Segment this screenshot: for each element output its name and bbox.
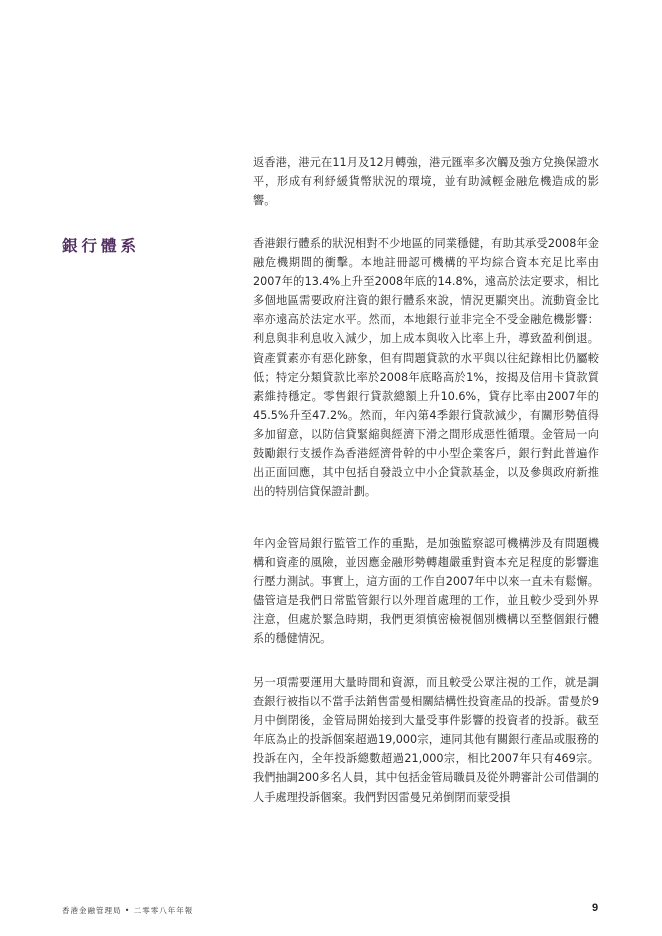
section-heading: 銀行體系 bbox=[62, 237, 141, 255]
page-number: 9 bbox=[592, 902, 599, 914]
paragraph-supervision-focus: 年內金管局銀行監管工作的重點，是加強監察認可機構涉及有問題機構和資產的風險，並因應金融形勢轉趨嚴重對資本充足程度的影響進行壓力測試。事實上，這方面的工作自2007年中以來一直未有鬆懈。儘管這是我們日常監管銀行以外理首處理的工作，並且較少受到外界注意，但處於緊急時期，我們更須慎密檢視個別機構以至整個銀行體系的穩健情況。 bbox=[253, 537, 599, 646]
paragraph-lehman-complaints: 另一項需要運用大量時間和資源，而且較受公眾注視的工作，就是調查銀行被指以不當手法銷售雷曼相關結構性投資產品的投訴。雷曼於9月中倒閉後，金管局開始接到大量受事件影響的投資者的投訴。截至年底為止的投訴個案超過19,000宗，連同其他有關銀行產品或服務的投訴在內，全年投訴總數超過21,000宗，相比2007年只有469宗。我們抽調200多名人員，其中包括金管局職員及從外聘審計公司借調的人手處理投訴個案。我們對因雷曼兄弟倒閉而蒙受損 bbox=[253, 676, 599, 804]
paragraph-continued: 返香港，港元在11月及12月轉強，港元匯率多次觸及強方兌換保證水平，形成有利紓緩貨幣狀況的環境，並有助減輕金融危機造成的影響。 bbox=[253, 156, 599, 208]
footer-publication: 香港金融管理局 • 二零零八年年報 bbox=[62, 906, 194, 915]
paragraph-banking-stability: 香港銀行體系的狀況相對不少地區的同業穩健，有助其承受2008年金融危機期間的衝擊。本地註冊認可機構的平均綜合資本充足比率由2007年的13.4%上升至2008年底的14.8%，遠高於法定要求，相比多個地區需要政府注資的銀行體系來說，情況更顯突出。流動資金比率亦遠高於法定水平。然而，本地銀行並非完全不受金融危機影響：利息與非利息收入減少，加上成本與收入比率上升，導致盈利倒退。資產質素亦有惡化跡象，但有問題貸款的水平與以往紀錄相比仍屬較低；特定分類貸款比率於2008年底略高於1%，按揭及信用卡貸款質素維持穩定。零售銀行貸款總額上升10.6%，貸存比率由2007年的45.5%升至47.2%。然而，年內第4季銀行貸款減少，有關形勢值得多加留意，以防信貸緊縮與經濟下滑之間形成惡性循環。金管局一向鼓勵銀行支援作為香港經濟骨幹的中小型企業客戶，銀行對此普遍作出正面回應，其中包括自發設立中小企貸款基金，以及參與政府新推出的特別信貸保證計劃。 bbox=[253, 237, 599, 499]
